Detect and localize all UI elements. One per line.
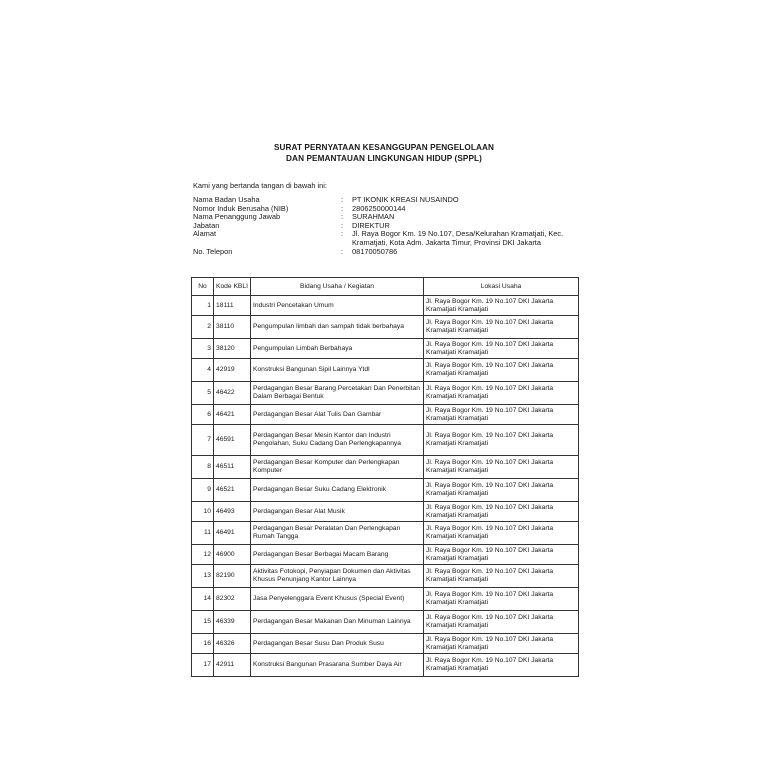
cell-no: 9	[192, 479, 214, 502]
cell-lokasi-usaha: Jl. Raya Bogor Km. 19 No.107 DKI Jakarta Kramatjati Kramatjati	[424, 405, 579, 425]
info-separator: :	[341, 212, 344, 222]
cell-kode-kbli: 46521	[214, 479, 251, 502]
cell-no: 13	[192, 565, 214, 588]
header-bidang-usaha: Bidang Usaha / Kegiatan	[251, 278, 424, 296]
table-row	[192, 405, 579, 425]
table-row	[192, 611, 579, 634]
cell-kode-kbli: 38120	[214, 339, 251, 359]
cell-bidang-usaha: Perdagangan Besar Komputer dan Perlengkapan Komputer	[251, 456, 424, 479]
cell-bidang-usaha: Pengumpulan Limbah Berbahaya	[251, 339, 424, 359]
table-row	[192, 588, 579, 611]
cell-kode-kbli: 46491	[214, 522, 251, 545]
table-row	[192, 654, 579, 677]
cell-kode-kbli: 82302	[214, 588, 251, 611]
table-header-row	[192, 278, 579, 296]
cell-bidang-usaha: Jasa Penyelenggara Event Khusus (Special Event)	[251, 588, 424, 611]
info-separator: :	[341, 220, 344, 230]
cell-lokasi-usaha: Jl. Raya Bogor Km. 19 No.107 DKI Jakarta Kramatjati Kramatjati	[424, 456, 579, 479]
cell-kode-kbli: 18111	[214, 296, 251, 316]
cell-lokasi-usaha: Jl. Raya Bogor Km. 19 No.107 DKI Jakarta Kramatjati Kramatjati	[424, 296, 579, 316]
cell-lokasi-usaha: Jl. Raya Bogor Km. 19 No.107 DKI Jakarta Kramatjati Kramatjati	[424, 588, 579, 611]
header-lokasi-usaha: Lokasi Usaha	[424, 278, 579, 296]
cell-no: 1	[192, 296, 214, 316]
table-row	[192, 522, 579, 545]
table-body	[192, 296, 579, 677]
cell-bidang-usaha: Perdagangan Besar Peralatan Dan Perlengkapan Rumah Tangga	[251, 522, 424, 545]
cell-lokasi-usaha: Jl. Raya Bogor Km. 19 No.107 DKI Jakarta Kramatjati Kramatjati	[424, 502, 579, 522]
kbli-table	[191, 277, 579, 677]
cell-kode-kbli: 82190	[214, 565, 251, 588]
info-label: Jabatan	[193, 220, 220, 230]
table-row	[192, 565, 579, 588]
cell-bidang-usaha: Perdagangan Besar Berbagai Macam Barang	[251, 545, 424, 565]
info-row-address	[193, 230, 577, 247]
cell-kode-kbli: 46421	[214, 405, 251, 425]
cell-kode-kbli: 46591	[214, 425, 251, 456]
cell-no: 5	[192, 382, 214, 405]
document-title	[0, 142, 768, 164]
cell-kode-kbli: 46493	[214, 502, 251, 522]
table-row	[192, 339, 579, 359]
cell-lokasi-usaha: Jl. Raya Bogor Km. 19 No.107 DKI Jakarta Kramatjati Kramatjati	[424, 425, 579, 456]
table-row	[192, 502, 579, 522]
cell-kode-kbli: 46422	[214, 382, 251, 405]
cell-no: 7	[192, 425, 214, 456]
cell-lokasi-usaha: Jl. Raya Bogor Km. 19 No.107 DKI Jakarta Kramatjati Kramatjati	[424, 565, 579, 588]
info-value: DIREKTUR	[352, 220, 390, 230]
cell-no: 4	[192, 359, 214, 382]
table-row	[192, 382, 579, 405]
info-separator: :	[341, 203, 344, 213]
table-row	[192, 359, 579, 382]
cell-bidang-usaha: Pengumpulan limbah dan sampah tidak berbahaya	[251, 316, 424, 339]
info-value: 2806250000144	[352, 203, 406, 213]
info-label: Nama Badan Usaha	[193, 195, 260, 204]
cell-bidang-usaha: Aktivitas Fotokopi, Penyiapan Dokumen dan Aktivitas Khusus Penunjang Kantor Lainnya	[251, 565, 424, 588]
table-row	[192, 456, 579, 479]
cell-bidang-usaha: Perdagangan Besar Mesin Kantor dan Industri Pengolahan, Suku Cadang Dan Perlengkapannya	[251, 425, 424, 456]
info-separator: :	[341, 195, 344, 204]
cell-lokasi-usaha: Jl. Raya Bogor Km. 19 No.107 DKI Jakarta Kramatjati Kramatjati	[424, 316, 579, 339]
cell-bidang-usaha: Industri Pencetakan Umum	[251, 296, 424, 316]
cell-kode-kbli: 42911	[214, 654, 251, 677]
cell-bidang-usaha: Perdagangan Besar Alat Tulis Dan Gambar	[251, 405, 424, 425]
info-value: SURAHMAN	[352, 212, 395, 222]
info-label: Nomor Induk Berusaha (NIB)	[193, 203, 289, 213]
cell-lokasi-usaha: Jl. Raya Bogor Km. 19 No.107 DKI Jakarta Kramatjati Kramatjati	[424, 522, 579, 545]
cell-bidang-usaha: Konstruksi Bangunan Sipil Lainnya Ytdl	[251, 359, 424, 382]
cell-no: 17	[192, 654, 214, 677]
cell-bidang-usaha: Perdagangan Besar Susu Dan Produk Susu	[251, 634, 424, 654]
table-row	[192, 425, 579, 456]
title-line-2: DAN PEMANTAUAN LINGKUNGAN HIDUP (SPPL)	[286, 154, 482, 163]
info-separator: :	[341, 246, 344, 256]
cell-bidang-usaha: Perdagangan Besar Suku Cadang Elektronik	[251, 479, 424, 502]
info-value: PT IKONIK KREASI NUSAINDO	[352, 195, 459, 204]
cell-lokasi-usaha: Jl. Raya Bogor Km. 19 No.107 DKI Jakarta Kramatjati Kramatjati	[424, 611, 579, 634]
cell-lokasi-usaha: Jl. Raya Bogor Km. 19 No.107 DKI Jakarta Kramatjati Kramatjati	[424, 634, 579, 654]
cell-kode-kbli: 38110	[214, 316, 251, 339]
info-separator: :	[341, 229, 344, 239]
intro-text: Kami yang bertanda tangan di bawah ini:	[193, 181, 327, 190]
cell-lokasi-usaha: Jl. Raya Bogor Km. 19 No.107 DKI Jakarta Kramatjati Kramatjati	[424, 339, 579, 359]
table-row	[192, 479, 579, 502]
info-label: Nama Penanggung Jawab	[193, 212, 281, 222]
cell-lokasi-usaha: Jl. Raya Bogor Km. 19 No.107 DKI Jakarta Kramatjati Kramatjati	[424, 654, 579, 677]
info-value: Jl. Raya Bogor Km. 19 No.107, Desa/Kelurahan Kramatjati, Kec. Kramatjati, Kota Adm. Jakarta Timur, Provinsi DKI Jakarta	[352, 229, 564, 247]
cell-lokasi-usaha: Jl. Raya Bogor Km. 19 No.107 DKI Jakarta Kramatjati Kramatjati	[424, 382, 579, 405]
cell-no: 8	[192, 456, 214, 479]
cell-kode-kbli: 46326	[214, 634, 251, 654]
cell-no: 3	[192, 339, 214, 359]
table-row	[192, 634, 579, 654]
info-row-phone	[193, 248, 577, 257]
table-row	[192, 296, 579, 316]
cell-no: 6	[192, 405, 214, 425]
cell-no: 10	[192, 502, 214, 522]
cell-bidang-usaha: Konstruksi Bangunan Prasarana Sumber Daya Air	[251, 654, 424, 677]
table-row	[192, 316, 579, 339]
cell-lokasi-usaha: Jl. Raya Bogor Km. 19 No.107 DKI Jakarta Kramatjati Kramatjati	[424, 479, 579, 502]
cell-no: 16	[192, 634, 214, 654]
info-value: 08170050786	[352, 246, 398, 256]
cell-bidang-usaha: Perdagangan Besar Alat Musik	[251, 502, 424, 522]
cell-lokasi-usaha: Jl. Raya Bogor Km. 19 No.107 DKI Jakarta Kramatjati Kramatjati	[424, 359, 579, 382]
table-row	[192, 545, 579, 565]
cell-no: 15	[192, 611, 214, 634]
header-no: No	[192, 278, 214, 296]
company-info	[193, 196, 577, 256]
cell-no: 2	[192, 316, 214, 339]
cell-kode-kbli: 46339	[214, 611, 251, 634]
cell-bidang-usaha: Perdagangan Besar Makanan Dan Minuman Lainnya	[251, 611, 424, 634]
header-kode-kbli: Kode KBLI	[214, 278, 251, 296]
info-label: No. Telepon	[193, 246, 233, 256]
cell-kode-kbli: 42919	[214, 359, 251, 382]
info-label: Alamat	[193, 229, 217, 239]
cell-lokasi-usaha: Jl. Raya Bogor Km. 19 No.107 DKI Jakarta Kramatjati Kramatjati	[424, 545, 579, 565]
cell-no: 14	[192, 588, 214, 611]
cell-kode-kbli: 46900	[214, 545, 251, 565]
cell-kode-kbli: 46511	[214, 456, 251, 479]
title-line-1: SURAT PERNYATAAN KESANGGUPAN PENGELOLAAN	[273, 143, 495, 152]
cell-no: 12	[192, 545, 214, 565]
cell-bidang-usaha: Perdagangan Besar Barang Percetakan Dan Penerbitan Dalam Berbagai Bentuk	[251, 382, 424, 405]
cell-no: 11	[192, 522, 214, 545]
